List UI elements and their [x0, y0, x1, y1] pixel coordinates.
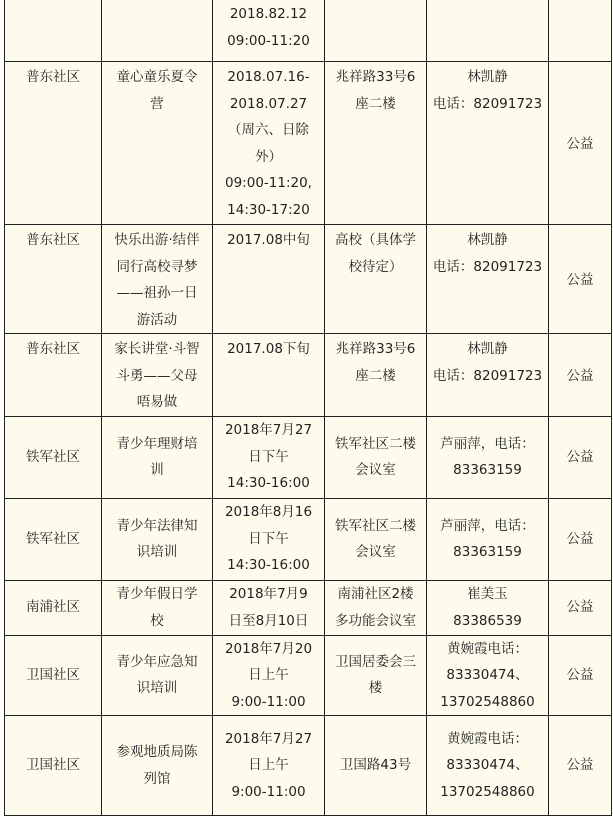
- cell-community: 卫国社区: [5, 716, 102, 816]
- cell-contact: [427, 0, 549, 62]
- cell-activity: [102, 0, 213, 62]
- cell-activity: 青少年法律知 识培训: [102, 498, 213, 580]
- cell-time: 2017.08中旬: [213, 225, 325, 334]
- cell-community: 铁军社区: [5, 498, 102, 580]
- table-row: [5, 225, 612, 334]
- table-row: [5, 635, 612, 716]
- cell-place: 南浦社区2楼 多功能会议室: [325, 580, 427, 635]
- table-row: [5, 498, 612, 580]
- cell-fee: 公益: [549, 62, 612, 225]
- table-row: [5, 0, 612, 62]
- cell-time: 2018年8月16 日下午 14:30-16:00: [213, 498, 325, 580]
- cell-time: 2018年7月9 日至8月10日: [213, 580, 325, 635]
- cell-place: 铁军社区二楼 会议室: [325, 498, 427, 580]
- cell-time: 2018年7月27 日下午 14:30-16:00: [213, 416, 325, 498]
- cell-fee: 公益: [549, 580, 612, 635]
- cell-place: [325, 0, 427, 62]
- table-row: [5, 416, 612, 498]
- cell-activity: 青少年理财培 训: [102, 416, 213, 498]
- cell-contact: 黄婉霞电话： 83330474、 13702548860: [427, 635, 549, 716]
- cell-activity: 参观地质局陈 列馆: [102, 716, 213, 816]
- cell-fee: 公益: [549, 635, 612, 716]
- cell-fee: 公益: [549, 225, 612, 334]
- cell-place: 兆祥路33号6 座二楼: [325, 62, 427, 225]
- cell-contact: 林凯静 电话：82091723: [427, 62, 549, 225]
- cell-community: [5, 0, 102, 62]
- cell-fee: [549, 0, 612, 62]
- table-row: [5, 716, 612, 816]
- cell-fee: 公益: [549, 498, 612, 580]
- cell-activity: 青少年应急知 识培训: [102, 635, 213, 716]
- cell-activity: 家长讲堂·斗智 斗勇——父母 唔易做: [102, 334, 213, 417]
- cell-community: 普东社区: [5, 334, 102, 417]
- cell-community: 铁军社区: [5, 416, 102, 498]
- activity-table: [4, 0, 612, 816]
- cell-contact: 林凯静 电话：82091723: [427, 334, 549, 417]
- cell-community: 南浦社区: [5, 580, 102, 635]
- cell-contact: 芦丽萍，电话： 83363159: [427, 416, 549, 498]
- cell-fee: 公益: [549, 716, 612, 816]
- cell-place: 铁军社区二楼 会议室: [325, 416, 427, 498]
- cell-time: 2018.82.12 09:00-11:20: [213, 0, 325, 62]
- cell-community: 普东社区: [5, 225, 102, 334]
- cell-place: 高校（具体学 校待定）: [325, 225, 427, 334]
- cell-community: 卫国社区: [5, 635, 102, 716]
- cell-community: 普东社区: [5, 62, 102, 225]
- cell-place: 卫国路43号: [325, 716, 427, 816]
- cell-contact: 芦丽萍，电话： 83363159: [427, 498, 549, 580]
- cell-activity: 快乐出游·结伴 同行高校寻梦 ——祖孙一日 游活动: [102, 225, 213, 334]
- cell-activity: 青少年假日学 校: [102, 580, 213, 635]
- table-row: [5, 62, 612, 225]
- cell-time: 2018年7月27 日上午 9:00-11:00: [213, 716, 325, 816]
- cell-fee: 公益: [549, 416, 612, 498]
- cell-time: 2018.07.16- 2018.07.27 （周六、日除 外） 09:00-11:20, 14:30-17:20: [213, 62, 325, 225]
- cell-activity: 童心童乐夏令 营: [102, 62, 213, 225]
- cell-time: 2017.08下旬: [213, 334, 325, 417]
- cell-place: 卫国居委会三 楼: [325, 635, 427, 716]
- cell-contact: 崔美玉 83386539: [427, 580, 549, 635]
- cell-place: 兆祥路33号6 座二楼: [325, 334, 427, 417]
- cell-fee: 公益: [549, 334, 612, 417]
- cell-contact: 黄婉霞电话： 83330474、 13702548860: [427, 716, 549, 816]
- cell-contact: 林凯静 电话：82091723: [427, 225, 549, 334]
- cell-time: 2018年7月20 日上午 9:00-11:00: [213, 635, 325, 716]
- table-row: [5, 580, 612, 635]
- table-row: [5, 334, 612, 417]
